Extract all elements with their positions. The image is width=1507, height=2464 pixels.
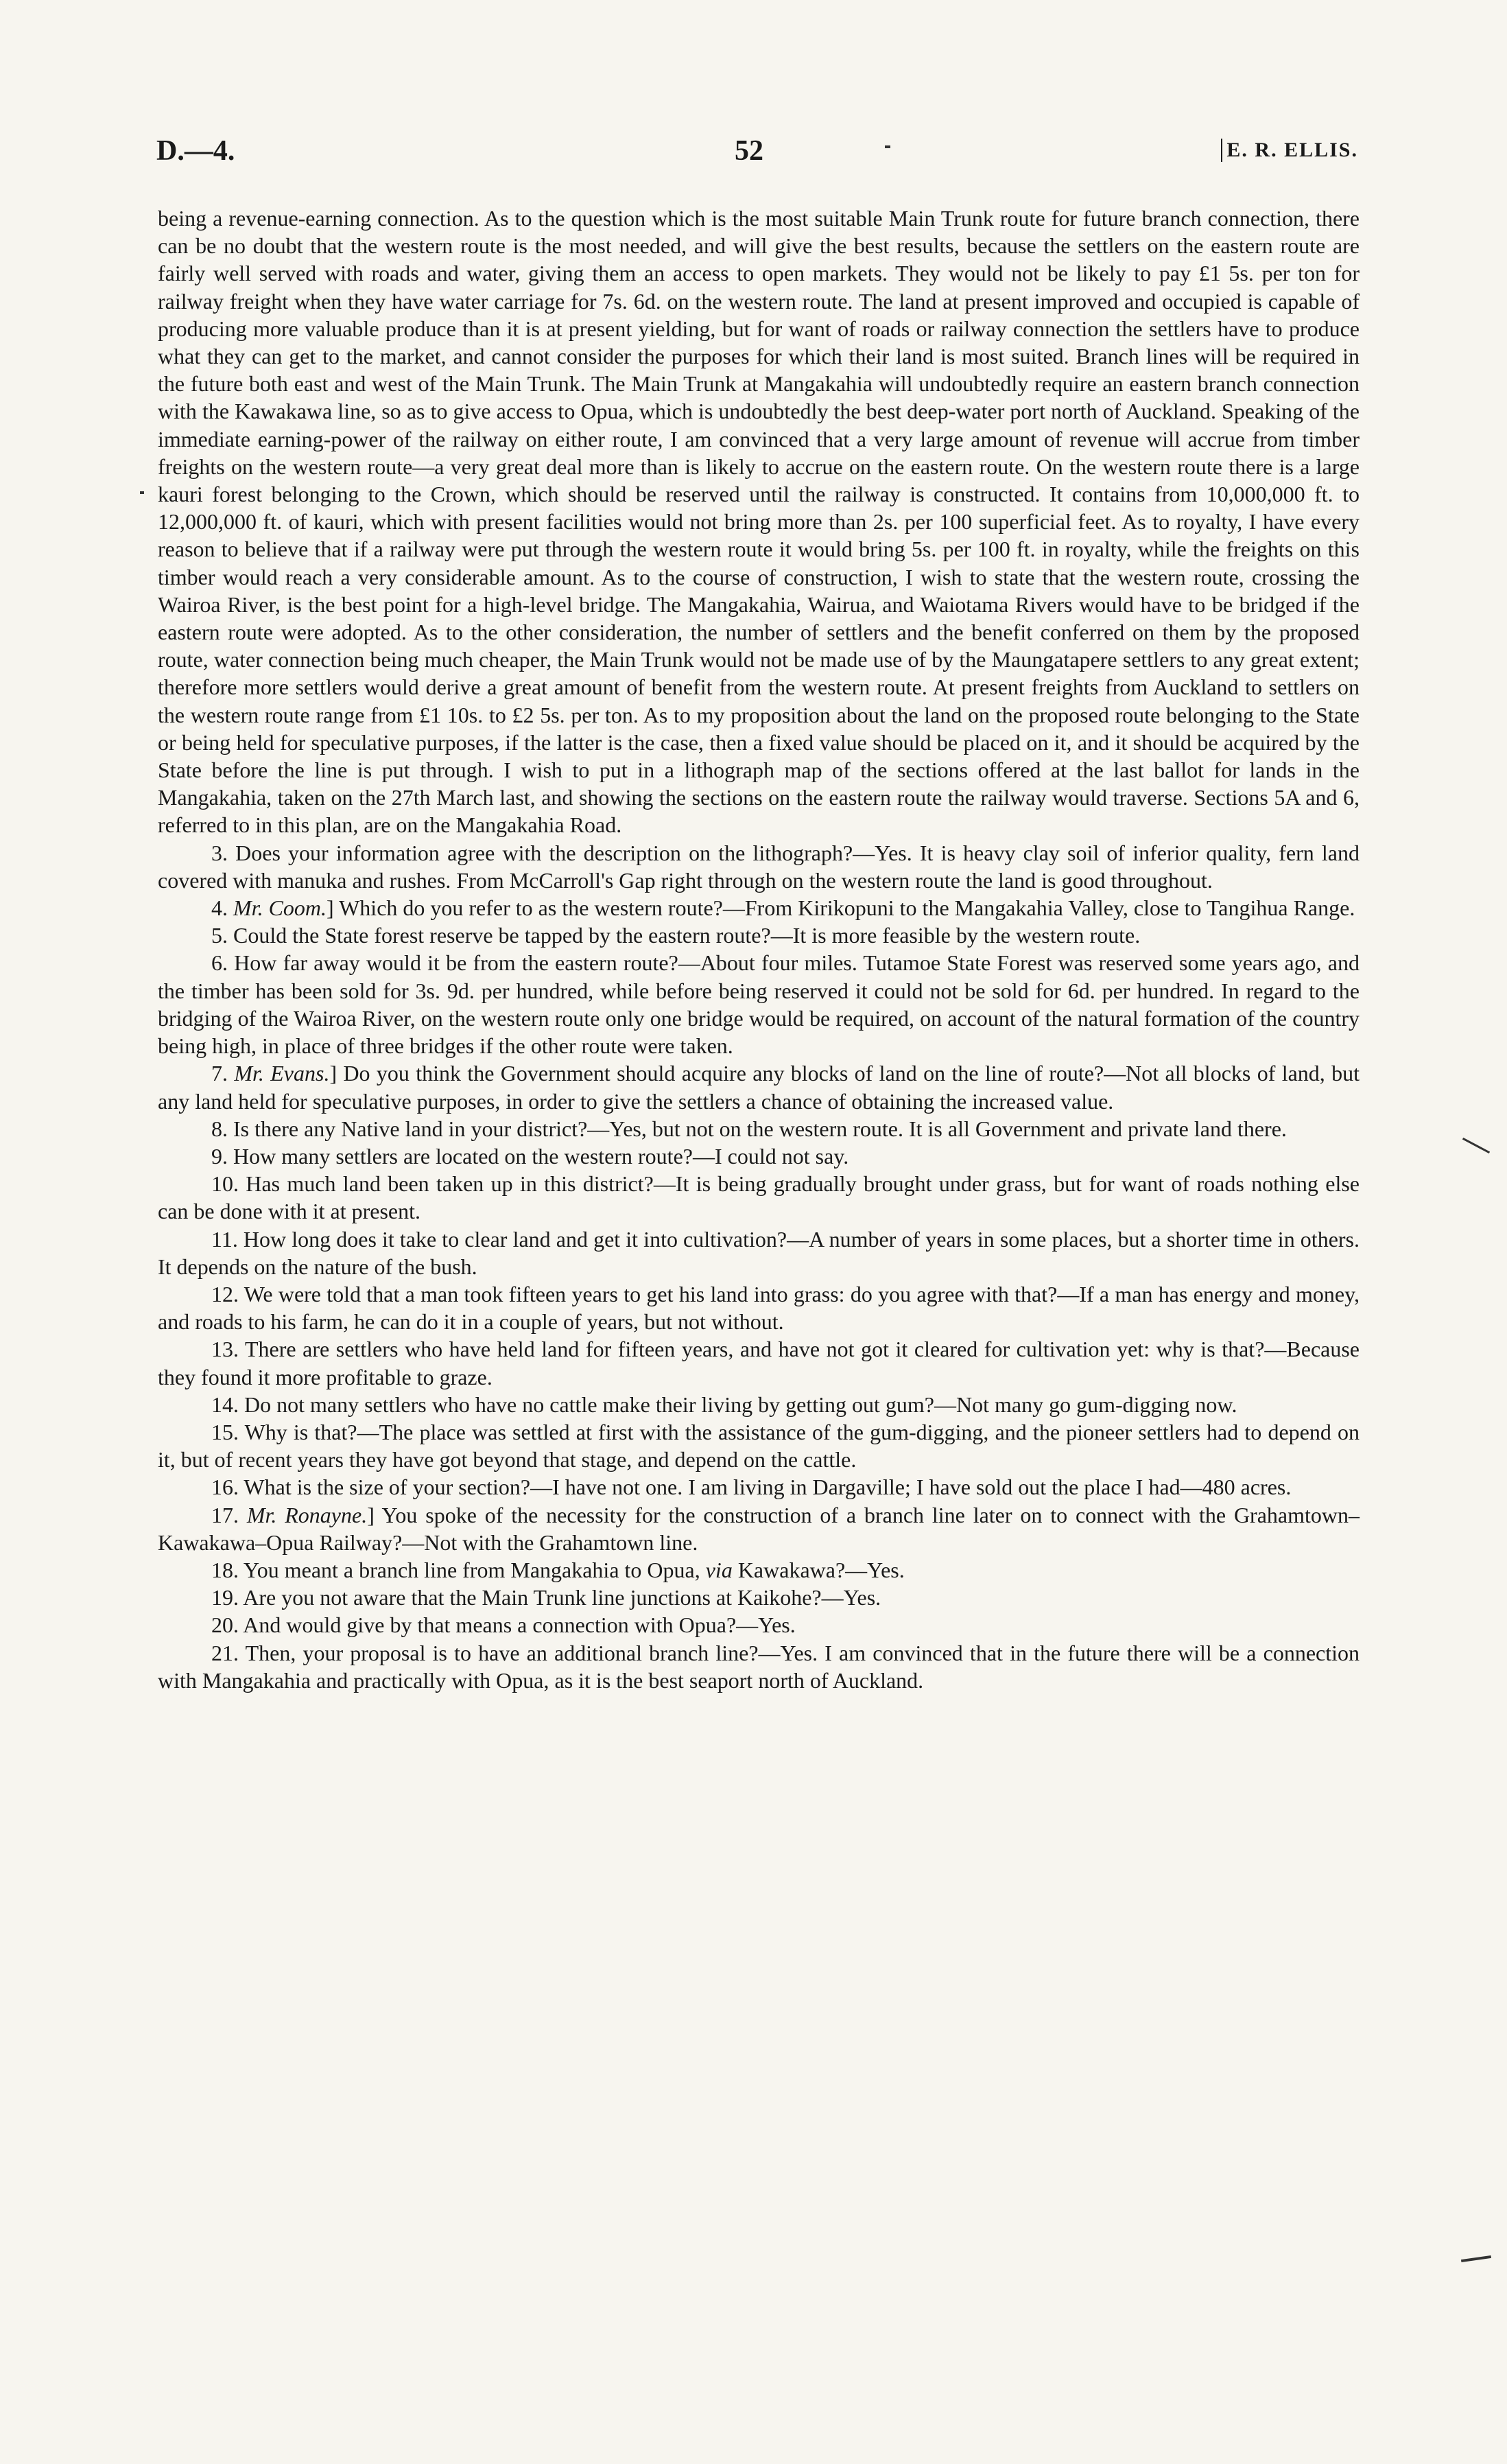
paragraph-text: ] Do you think the Government should acquire any blocks of land on the line of route?—Not all blocks of land, but any land held for speculative purposes, in order to give the settlers a chance of obtaining the increased value. (158, 1061, 1360, 1114)
paragraph-text: 7. (211, 1061, 235, 1086)
paragraph-text: being a revenue-earning connection. As to the question which is the most suitable Main Trunk route for future branch connection, there can be no doubt that the western route is the most needed, and will give the best results, because the settlers on the eastern route are fairly well served with roads and water, giving them an access to open markets. They would not be likely to pay £1 5s. per ton for railway freight when they have water carriage for 7s. 6d. on the western route. The land at present improved and occupied is capable of producing more valuable produce than it is at present yielding, but for want of roads or railway connection the settlers have to produce what they can get to the market, and cannot consider the purposes for which their land is most suited. Branch lines will be required in the future both east and west of the Main Trunk. The Main Trunk at Mangakahia will undoubtedly require an eastern branch connection with the Kawakawa line, so as to give access to Opua, which is undoubtedly the best deep-water port north of Auckland. Speaking of the immediate earning-power of the railway on either route, I am convinced that a very large amount of revenue will accrue from timber freights on the western route—a very great deal more than is likely to accrue on the eastern route. On the western route there is a large kauri forest belonging to the Crown, which should be reserved until the railway is constructed. It contains from 10,000,000 ft. to 12,000,000 ft. of kauri, which with present facilities would not bring more than 2s. per 100 superficial feet. As to royalty, I have every reason to believe that if a railway were put through the western route it would bring 5s. per 100 ft. in royalty, while the freights on this timber would reach a very considerable amount. As to the course of construction, I wish to state that the western route, crossing the Wairoa River, is the best point for a high-level bridge. The Mangakahia, Wairua, and Waiotama Rivers would have to be bridged if the eastern route were adopted. As to the other consideration, the number of settlers and the benefit conferred on them by the proposed route, water connection being much cheaper, the Main Trunk would not be made use of by the Maungatapere settlers to any great extent; therefore more settlers would derive a great amount of benefit from the western route. At present freights from Auckland to settlers on the western route range from £1 10s. to £2 5s. per ton. As to my proposition about the land on the proposed route belonging to the State or being held for speculative purposes, if the latter is the case, then a fixed value should be placed on it, and it should be acquired by the State before the line is put through. I wish to put in a lithograph map of the sections offered at the last ballot for lands in the Mangakahia, taken on the 27th March last, and showing the sections on the eastern route the railway would traverse. Sections 5A and 6, referred to in this plan, are on the Mangakahia Road. (158, 206, 1360, 838)
paragraph-question (158, 894, 1360, 922)
scan-mark-right (1462, 1138, 1490, 1153)
paragraph-text: ] You spoke of the necessity for the construction of a branch line later on to connect with the Grahamtown–Kawakawa–Opua Railway?—Not with the Grahamtown line. (158, 1502, 1360, 1555)
document-reference: D.—4. (156, 135, 235, 167)
paragraph-question (158, 1418, 1360, 1473)
paragraph-text: Kawakawa?—Yes. (732, 1557, 905, 1582)
paragraph-text: 20. And would give by that means a connection with Opua?—Yes. (211, 1612, 796, 1638)
paragraph-text: 8. Is there any Native land in your district?—Yes, but not on the western route. It is all Government and private land there. (211, 1116, 1287, 1141)
paragraph-text: 13. There are settlers who have held land for fifteen years, and have not got it cleared for cultivation yet: why is that?—Because they found it more profitable to graze. (158, 1337, 1360, 1389)
paragraph-question (158, 839, 1360, 894)
paragraph-question (158, 1556, 1360, 1584)
paragraph-text: ] Which do you refer to as the western route?—From Kirikopuni to the Mangakahia Valley, close to Tangihua Range. (327, 895, 1355, 921)
paragraph-question (158, 1473, 1360, 1501)
paragraph-text: 5. Could the State forest reserve be tapped by the eastern route?—It is more feasible by the western route. (211, 923, 1141, 948)
paragraph-text: 14. Do not many settlers who have no cattle make their living by getting out gum?—Not many go gum-digging now. (211, 1392, 1237, 1417)
page-number: 52 (735, 135, 763, 167)
speaker-name: via (705, 1557, 733, 1582)
paragraph-question (158, 1639, 1360, 1694)
paragraph-text: 21. Then, your proposal is to have an additional branch line?—Yes. I am convinced that in the future there will be a connection with Mangakahia and practically with Opua, as it is the best seaport north of Auckland. (158, 1640, 1360, 1693)
page-body (158, 204, 1360, 1694)
paragraph-text: 9. How many settlers are located on the western route?—I could not say. (211, 1143, 849, 1169)
paragraph-text: 19. Are you not aware that the Main Trunk line junctions at Kaikohe?—Yes. (211, 1585, 881, 1610)
paragraph-text: 15. Why is that?—The place was settled at first with the assistance of the gum-digging, and the pioneer settlers had to depend on it, but of recent years they have got beyond that stage, and depend on the cattle. (158, 1419, 1360, 1472)
paragraph-question (158, 1584, 1360, 1611)
paragraph-question (158, 1225, 1360, 1280)
page-header (156, 134, 1358, 176)
paragraph-question (158, 1115, 1360, 1142)
speaker-name: Mr. Coom. (233, 895, 327, 921)
paragraph-text: 18. You meant a branch line from Mangakahia to Opua, (211, 1557, 706, 1582)
paragraph-question (158, 1611, 1360, 1639)
paragraph-text: 3. Does your information agree with the description on the lithograph?—Yes. It is heavy clay soil of inferior quality, fern land covered with manuka and rushes. From McCarroll's Gap right through on the western route the land is good throughout. (158, 840, 1360, 893)
scan-mark-left (140, 491, 144, 494)
speaker-name: Mr. Ronayne. (246, 1502, 368, 1527)
witness-name: E. R. ELLIS. (1221, 139, 1358, 162)
paragraph-question (158, 1280, 1360, 1335)
paragraph-question (158, 1142, 1360, 1170)
paragraph-text: 12. We were told that a man took fifteen years to get his land into grass: do you agree with that?—If a man has energy and money, and roads to his farm, he can do it in a couple of years, but not without. (158, 1281, 1360, 1335)
paragraph-question (158, 922, 1360, 949)
scan-mark-top (885, 145, 890, 148)
paragraph-question (158, 1059, 1360, 1114)
paragraph-opening (158, 204, 1360, 839)
paragraph-text: 6. How far away would it be from the eastern route?—About four miles. Tutamoe State Forest was reserved some years ago, and the timber has been sold for 3s. 9d. per hundred, while before being reserved it could not be sold for 6d. per hundred. In regard to the bridging of the Wairoa River, on the western route only one bridge would be required, on account of the natural formation of the country being high, in place of three bridges if the other route were taken. (158, 950, 1360, 1059)
paragraph-question (158, 1501, 1360, 1556)
paragraph-question (158, 1170, 1360, 1225)
paragraph-text: 10. Has much land been taken up in this district?—It is being gradually brought under grass, but for want of roads nothing else can be done with it at present. (158, 1171, 1360, 1224)
scan-mark-bottom (1461, 2255, 1491, 2262)
speaker-name: Mr. Evans. (234, 1061, 330, 1086)
paragraph-question (158, 1335, 1360, 1390)
paragraph-text: 11. How long does it take to clear land and get it into cultivation?—A number of years in some places, but a shorter time in others. It depends on the nature of the bush. (158, 1226, 1360, 1279)
paragraph-text: 4. (211, 895, 233, 921)
paragraph-text: 16. What is the size of your section?—I have not one. I am living in Dargaville; I have sold out the place I had—480 acres. (211, 1475, 1292, 1500)
paragraph-text: 17. (211, 1502, 247, 1527)
paragraph-question (158, 949, 1360, 1059)
paragraph-question (158, 1391, 1360, 1418)
